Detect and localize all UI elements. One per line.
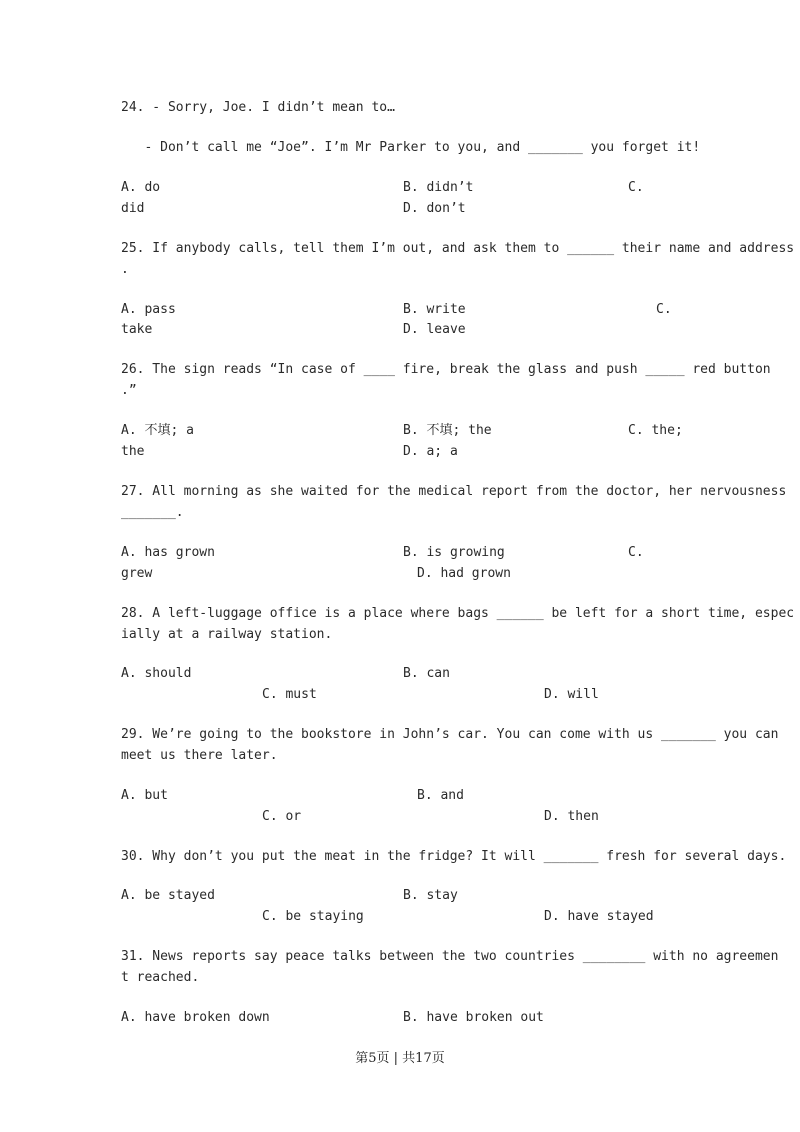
q29-option-c: C. or: [262, 809, 302, 824]
q25-stem-line-1: 25. If anybody calls, tell them I’m out, and ask them to ______ their name and address: [121, 241, 795, 256]
q27-option-a: A. has grown: [121, 545, 215, 560]
q24-stem-line-1: 24. - Sorry, Joe. I didn’t mean to…: [121, 100, 395, 115]
q27-option-c-text: grew: [121, 566, 153, 581]
q28-stem-line-2: ially at a railway station.: [121, 627, 333, 642]
q25-stem-line-2: .: [121, 262, 129, 277]
q25-option-a: A. pass: [121, 302, 176, 317]
q29-option-d: D. then: [544, 809, 599, 824]
q25-option-b: B. write: [403, 302, 466, 317]
q24-option-d: D. don’t: [403, 201, 466, 216]
q30-stem-line-1: 30. Why don’t you put the meat in the fridge? It will _______ fresh for several days.: [121, 849, 787, 864]
q29-option-a: A. but: [121, 788, 168, 803]
q27-option-d: D. had grown: [417, 566, 511, 581]
q25-option-c-label: C.: [656, 302, 672, 317]
q27-option-b: B. is growing: [403, 545, 505, 560]
q24-option-c-text: did: [121, 201, 145, 216]
q25-option-c-text: take: [121, 322, 153, 337]
q24-stem-line-2: - Don’t call me “Joe”. I’m Mr Parker to you, and _______ you forget it!: [121, 140, 701, 155]
q29-stem-line-2: meet us there later.: [121, 748, 278, 763]
q24-option-c-label: C.: [628, 180, 644, 195]
q28-stem-line-1: 28. A left-luggage office is a place where bags ______ be left for a short time, espec: [121, 606, 795, 621]
q28-option-a: A. should: [121, 666, 192, 681]
q28-option-d: D. will: [544, 687, 599, 702]
q29-option-b: B. and: [417, 788, 464, 803]
q30-option-c: C. be staying: [262, 909, 364, 924]
q31-option-a: A. have broken down: [121, 1010, 270, 1025]
q31-stem-line-1: 31. News reports say peace talks between the two countries ________ with no agreemen: [121, 949, 779, 964]
q26-option-c-text: the: [121, 444, 145, 459]
q31-option-b: B. have broken out: [403, 1010, 544, 1025]
q24-option-b: B. didn’t: [403, 180, 474, 195]
q30-option-a: A. be stayed: [121, 888, 215, 903]
q30-option-d: D. have stayed: [544, 909, 654, 924]
q27-option-c-label: C.: [628, 545, 644, 560]
q25-option-d: D. leave: [403, 322, 466, 337]
q28-option-b: B. can: [403, 666, 450, 681]
q28-option-c: C. must: [262, 687, 317, 702]
q26-option-c-label: C. the;: [628, 423, 683, 438]
q26-option-a: A. 不填; a: [121, 423, 194, 438]
q26-option-b: B. 不填; the: [403, 423, 492, 438]
q26-stem-line-2: .”: [121, 383, 137, 398]
q31-stem-line-2: t reached.: [121, 970, 200, 985]
page-footer: 第5页 | 共17页: [355, 1051, 445, 1066]
q29-stem-line-1: 29. We’re going to the bookstore in John’s car. You can come with us _______ you can: [121, 727, 779, 742]
q26-stem-line-1: 26. The sign reads “In case of ____ fire, break the glass and push _____ red button: [121, 362, 771, 377]
q27-stem-line-2: _______.: [121, 505, 184, 520]
q24-option-a: A. do: [121, 180, 161, 195]
q26-option-d: D. a; a: [403, 444, 458, 459]
q27-stem-line-1: 27. All morning as she waited for the medical report from the doctor, her nervousness: [121, 484, 787, 499]
q30-option-b: B. stay: [403, 888, 458, 903]
